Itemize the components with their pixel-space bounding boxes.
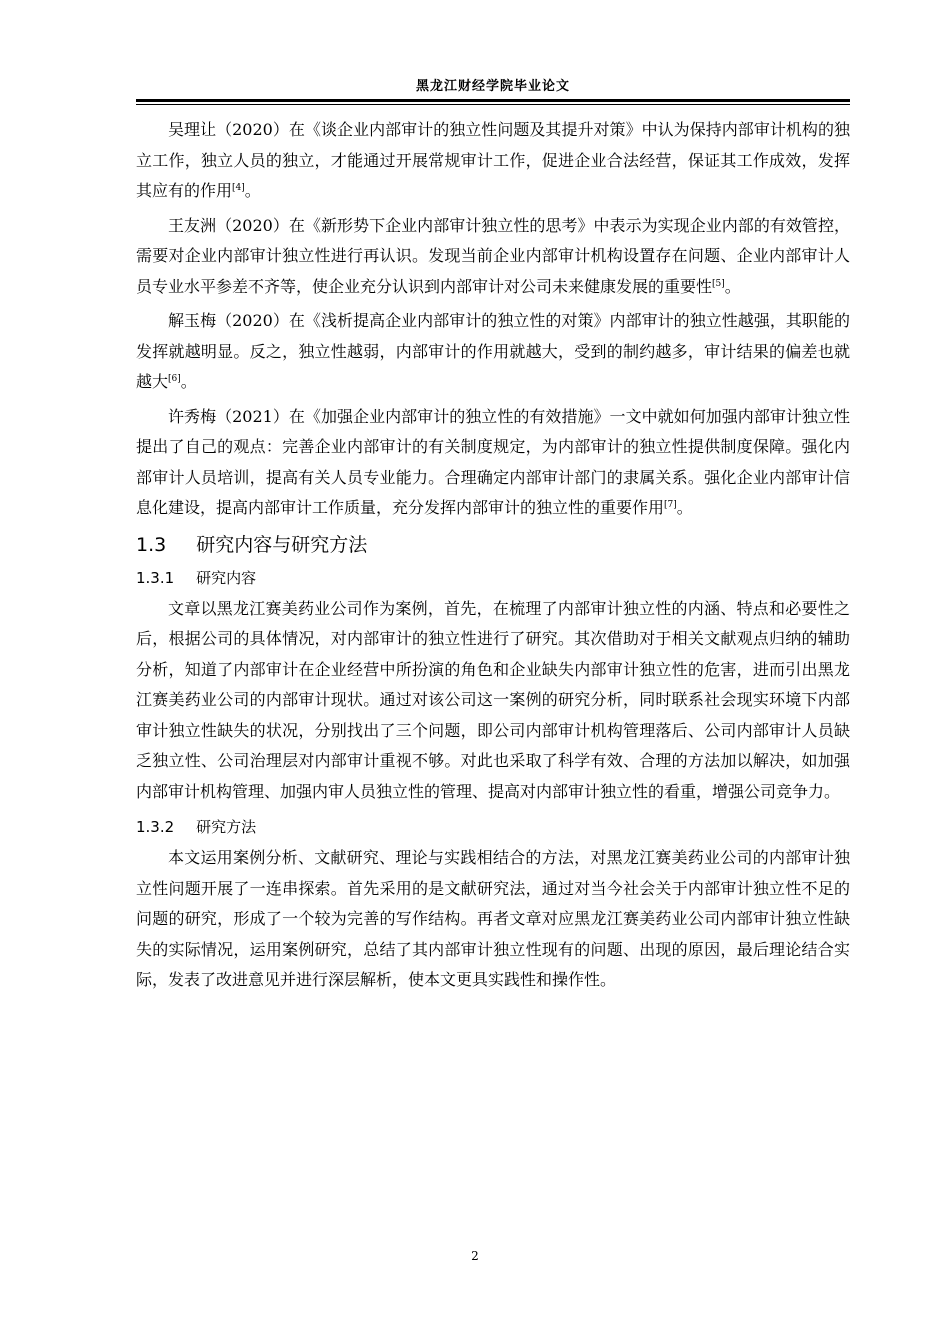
paragraph-wang: 王友洲（2020）在《新形势下企业内部审计独立性的思考》中表示为实现企业内部的有效管控，需要对企业内部审计独立性进行再认识。发现当前企业内部审计机构设置存在问题、企业内部审计人员专业水平参差不齐等，使企业充分认识到内部审计对公司未来健康发展的重要性[5]。 xyxy=(136,215,850,296)
header-rule-thick xyxy=(136,99,850,102)
paragraph-wu: 吴理让（2020）在《谈企业内部审计的独立性问题及其提升对策》中认为保持内部审计机构的独立工作，独立人员的独立，才能通过开展常规审计工作，促进企业合法经营，保证其工作成效，发挥其应有的作用[4]。 xyxy=(136,120,850,200)
subsection-heading-method xyxy=(136,811,850,843)
paragraph-research-method: 本文运用案例分析、文献研究、理论与实践相结合的方法，对黑龙江赛美药业公司的内部审计独立性问题开展了一连串探索。首先采用的是文献研究法，通过对当今社会关于内部审计独立性不足的问题的研究，形成了一个较为完善的写作结构。再者文章对应黑龙江赛美药业公司内部审计独立性缺失的实际情况，运用案例研究，总结了其内部审计独立性现有的问题、出现的原因，最后理论结合实际，发表了改进意见并进行深层解析，使本文更具实践性和操作性。 xyxy=(136,848,850,989)
citation-ref[interactable]: [4] xyxy=(232,183,245,193)
paragraph-xie: 解玉梅（2020）在《浅析提高企业内部审计的独立性的对策》内部审计的独立性越强，其职能的发挥就越明显。反之，独立性越弱，内部审计的作用就越大，受到的制约越多，审计结果的偏差也就越大[6]。 xyxy=(136,311,850,391)
page-number: 2 xyxy=(471,1249,479,1263)
section-heading xyxy=(136,528,850,562)
section-title: 研究内容与研究方法 xyxy=(196,533,368,556)
section-number: 1.3 xyxy=(136,533,167,556)
page-content xyxy=(136,115,850,1000)
subsection-title: 研究方法 xyxy=(196,818,257,836)
subsection-heading-content xyxy=(136,562,850,594)
paragraph-xu: 许秀梅（2021）在《加强企业内部审计的独立性的有效措施》一文中就如何加强内部审计独立性提出了自己的观点：完善企业内部审计的有关制度规定，为内部审计的独立性提供制度保障。强化内部审计人员培训，提高有关人员专业能力。合理确定内部审计部门的隶属关系。强化企业内部审计信息化建设，提高内部审计工作质量，充分发挥内部审计的独立性的重要作用[7]。 xyxy=(136,406,850,517)
page-header-title: 黑龙江财经学院毕业论文 xyxy=(415,79,570,94)
citation-ref[interactable]: [6] xyxy=(168,374,181,384)
paragraph-research-content: 文章以黑龙江赛美药业公司作为案例，首先，在梳理了内部审计独立性的内涵、特点和必要性之后，根据公司的具体情况，对内部审计的独立性进行了研究。其次借助对于相关文献观点归纳的辅助分析，知道了内部审计在企业经营中所扮演的角色和企业缺失内部审计独立性的危害，进而引出黑龙江赛美药业公司的内部审计现状。通过对该公司这一案例的研究分析，同时联系社会现实环境下内部审计独立性缺失的状况，分别找出了三个问题，即公司内部审计机构管理落后、公司内部审计人员缺乏独立性、公司治理层对内部审计重视不够。对此也采取了科学有效、合理的方法加以解决，如加强内部审计机构管理、加强内审人员独立性的管理、提高对内部审计独立性的看重，增强公司竞争力。 xyxy=(136,598,850,801)
subsection-number: 1.3.1 xyxy=(136,568,175,587)
citation-ref[interactable]: [5] xyxy=(712,278,725,289)
subsection-title: 研究内容 xyxy=(196,568,257,587)
subsection-number: 1.3.2 xyxy=(136,818,175,836)
header-rule-thin xyxy=(136,104,850,105)
citation-ref[interactable]: [7] xyxy=(664,500,677,510)
